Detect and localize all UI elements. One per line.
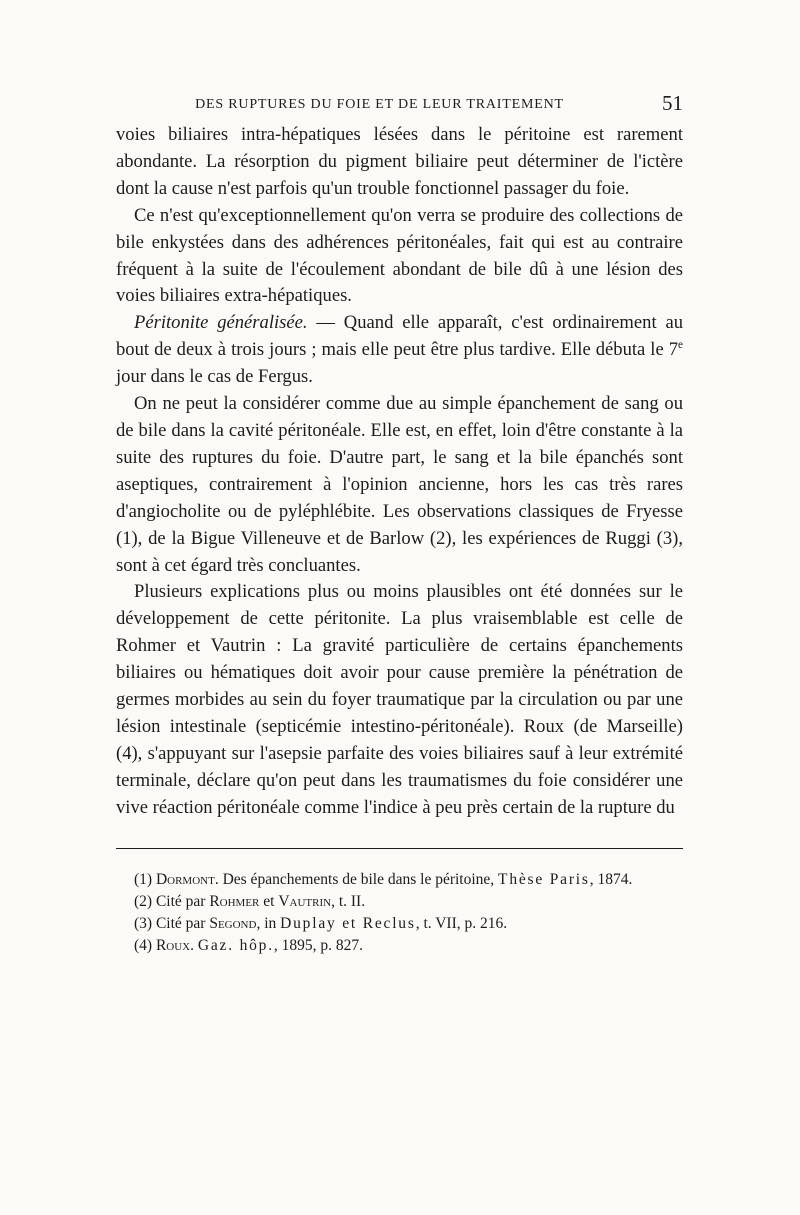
section-heading-peritonite: Péritonite généralisée. bbox=[134, 312, 308, 334]
footnote-marker: (1) bbox=[134, 870, 156, 888]
footnote-spaced-text: Gaz. hôp. bbox=[197, 937, 274, 955]
book-page bbox=[116, 92, 683, 957]
footnotes bbox=[116, 869, 683, 958]
running-title: DES RUPTURES DU FOIE ET DE LEUR TRAITEMENT bbox=[195, 97, 564, 112]
paragraph-2: Ce n'est qu'exceptionnellement qu'on verra se produire des collections de bile enkystées dans des adhérences péritonéales, fait qui est au contraire fréquent à la suite de l'écoulement abondant de bile dû à une lésion des voies biliaires extra-hépatiques. bbox=[116, 204, 683, 307]
paragraph-1: voies biliaires intra-hépatiques lésées dans le péritoine est rarement abondante. La résorption du pigment biliaire peut déterminer de l'ictère dont la cause n'est parfois qu'un trouble fonctionnel passager du foie. bbox=[116, 124, 683, 199]
ordinal-superscript: e bbox=[678, 339, 683, 352]
footnote-4 bbox=[116, 935, 683, 957]
footnote-text: , 1874. bbox=[589, 870, 633, 888]
paragraph-3 bbox=[116, 310, 683, 391]
footnote-author: Dormont. bbox=[155, 870, 219, 888]
footnote-marker: (2) bbox=[134, 892, 156, 910]
footnote-spaced-text: Thèse Paris bbox=[498, 870, 590, 888]
paragraph-5: Plusieurs explications plus ou moins plausibles ont été données sur le développement de cette péritonite. La plus vraisemblable est celle de Rohmer et Vautrin : La gravité particulière de certains épanchements biliaires ou hématiques doit avoir pour cause première la pénétration de germes morbides au sein du foyer traumatique par la circulation ou par une lésion intestinale (septicémie intestino-péritonéale). Roux (de Marseille) (4), s'appuyant sur l'asepsie parfaite des voies biliaires sauf à leur extrémité terminale, déclare qu'on peut dans les traumatismes du foie considérer une vive réaction péritonéale comme l'indice à peu près certain de la rupture du bbox=[116, 581, 683, 818]
footnote-1 bbox=[116, 869, 683, 891]
footnote-author: Rohmer bbox=[209, 892, 260, 910]
footnote-author: Segond bbox=[209, 914, 257, 932]
footnote-text: et bbox=[259, 892, 279, 910]
running-header bbox=[116, 92, 683, 118]
footnote-text: , t. II. bbox=[331, 892, 366, 910]
footnote-marker: (4) bbox=[134, 937, 156, 955]
footnote-text: Des épanchements de bile dans le péritoine, bbox=[218, 870, 499, 888]
footnote-author: Roux. bbox=[155, 937, 194, 955]
paragraph-3-text-a: — Quand elle apparaît, c'est ordinairement au bout de deux à trois jours ; mais elle peut être plus tardive. Elle débuta le 7 bbox=[116, 312, 683, 361]
footnote-text: , in bbox=[256, 914, 281, 932]
body-text bbox=[116, 122, 683, 822]
footnote-spaced-text: Duplay et Reclus bbox=[280, 914, 416, 932]
page-number: 51 bbox=[662, 91, 683, 115]
footnote-text: , t. VII, p. 216. bbox=[415, 914, 508, 932]
footnote-2 bbox=[116, 891, 683, 913]
paragraph-4: On ne peut la considérer comme due au simple épanchement de sang ou de bile dans la cavité péritonéale. Elle est, en effet, loin d'être constante à la suite des ruptures du foie. D'autre part, le sang et la bile épanchés sont aseptiques, contrairement à l'opinion ancienne, hors les cas très rares d'angiocholite ou de pyléphlébite. Les observations classiques de Fryesse (1), de la Bigue Villeneuve et de Barlow (2), les expériences de Ruggi (3), sont à cet égard très concluantes. bbox=[116, 393, 683, 576]
footnote-author: Vautrin bbox=[278, 892, 332, 910]
footnote-text: Cité par bbox=[155, 892, 210, 910]
footnote-marker: (3) bbox=[134, 914, 156, 932]
footnote-3 bbox=[116, 913, 683, 935]
paragraph-3-text-b: jour dans le cas de Fergus. bbox=[116, 366, 313, 388]
footnote-text: Cité par bbox=[155, 914, 210, 932]
footnote-rule bbox=[116, 848, 683, 849]
footnote-text: , 1895, p. 827. bbox=[273, 937, 364, 955]
